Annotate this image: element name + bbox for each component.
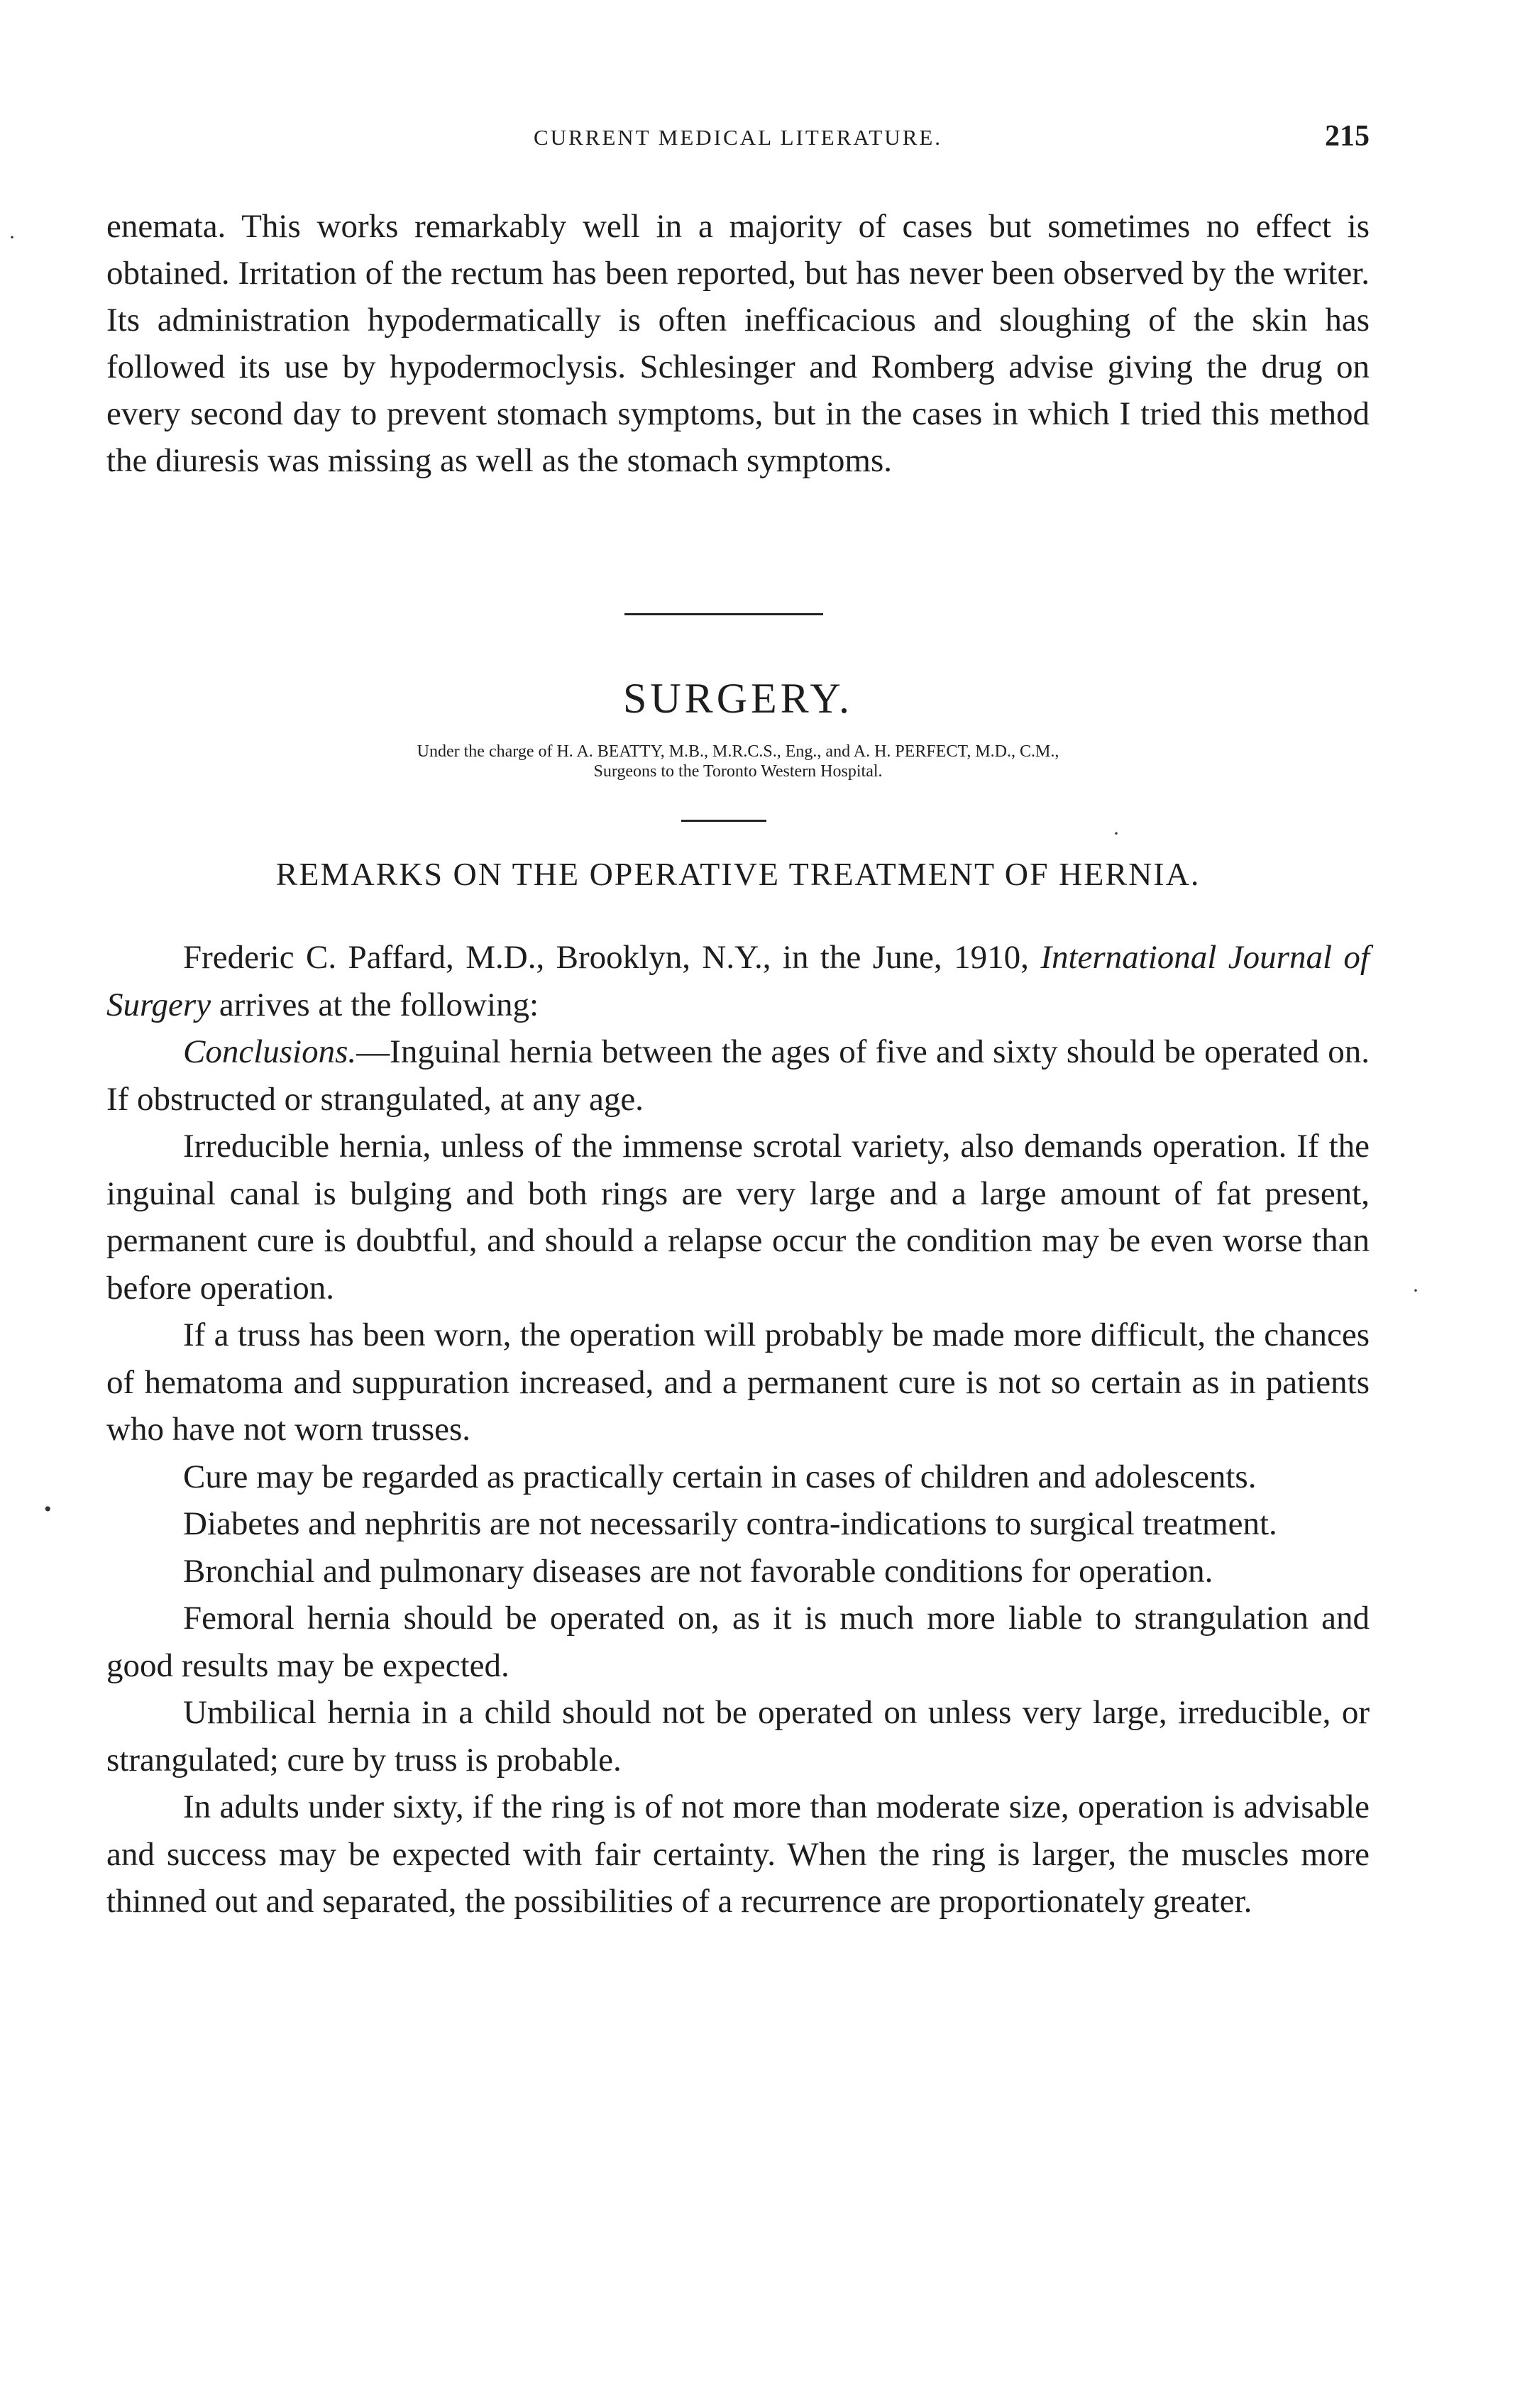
article-intro (106, 934, 1370, 1028)
paragraph-bronchial: Bronchial and pulmonary diseases are not favorable conditions for operation. (183, 1552, 1213, 1590)
paragraph-adults: In adults under sixty, if the ring is of not more than moderate size, operation is advisable and success may be expected with fair certainty. When the ring is larger, the muscles more thinned out and separated, the possibilities of a recurrence are proportionately greater. (106, 1788, 1370, 1920)
margin-speck-mark: • (44, 1497, 52, 1521)
paragraph-diabetes: Diabetes and nephritis are not necessarily contra-indications to surgical treatment. (183, 1505, 1277, 1542)
running-header (106, 119, 1370, 162)
conclusions-text: —Inguinal hernia between the ages of five and sixty should be operated on. If obstructed or strangulated, at any age. (106, 1033, 1370, 1118)
journal-title: International Journal of Surgery (106, 939, 1370, 1023)
article-intro-before: Frederic C. Paffard, M.D., Brooklyn, N.Y., in the June, 1910, (183, 939, 1029, 976)
paragraph-umbilical: Umbilical hernia in a child should not be operated on unless very large, irreducible, or strangulated; cure by truss is probable. (106, 1694, 1370, 1778)
section-credit-line-1: Under the charge of H. A. BEATTY, M.B., M.R.C.S., Eng., and A. H. PERFECT, M.D., C.M., (417, 742, 1059, 761)
article-divider (681, 820, 766, 822)
paragraph-truss: If a truss has been worn, the operation will probably be made more difficult, the chances of hematoma and suppuration increased, and a permanent cure is not so certain as in patients who have not worn trusses. (106, 1316, 1370, 1448)
margin-speck-mark: · (9, 226, 16, 249)
running-title: CURRENT MEDICAL LITERATURE. (533, 125, 943, 150)
paragraph-femoral: Femoral hernia should be operated on, as it is much more liable to strangulation and good results may be expected. (106, 1600, 1370, 1684)
article-intro-after: arrives at the following: (219, 986, 539, 1023)
margin-speck-mark: · (1412, 1279, 1419, 1302)
article-body (106, 934, 1370, 1925)
intro-paragraph: enemata. This works remarkably well in a majority of cases but sometimes no effect is obtained. Irritation of the rectum has been reported, but has never been observed by the writer. Its administration hypodermatically is often inefficacious and sloughing of the skin has followed its use by hypodermoclysis. Schlesinger and Romberg advise giving the drug on every second day to prevent stomach symptoms, but in the cases in which I tried this method the diuresis was missing as well as the stomach symptoms. (106, 208, 1370, 479)
paragraph-irreducible: Irreducible hernia, unless of the immense scrotal variety, also demands operation. If the inguinal canal is bulging and both rings are very large and a large amount of fat present, permanent cure is doubtful, and should a relapse occur the condition may be even worse than before operation. (106, 1128, 1370, 1307)
page-number: 215 (1325, 120, 1370, 153)
conclusions-label: Conclusions. (183, 1033, 357, 1070)
section-title: SURGERY. (622, 675, 853, 722)
section-divider (624, 613, 823, 615)
section-credit-line-2: Surgeons to the Toronto Western Hospital. (593, 762, 883, 781)
paragraph-children: Cure may be regarded as practically certain in cases of children and adolescents. (183, 1458, 1257, 1495)
margin-speck-mark: · (1113, 822, 1120, 845)
conclusions-paragraph (106, 1028, 1370, 1123)
article-title: REMARKS ON THE OPERATIVE TREATMENT OF HERNIA. (275, 856, 1201, 892)
section-credit (106, 742, 1370, 781)
